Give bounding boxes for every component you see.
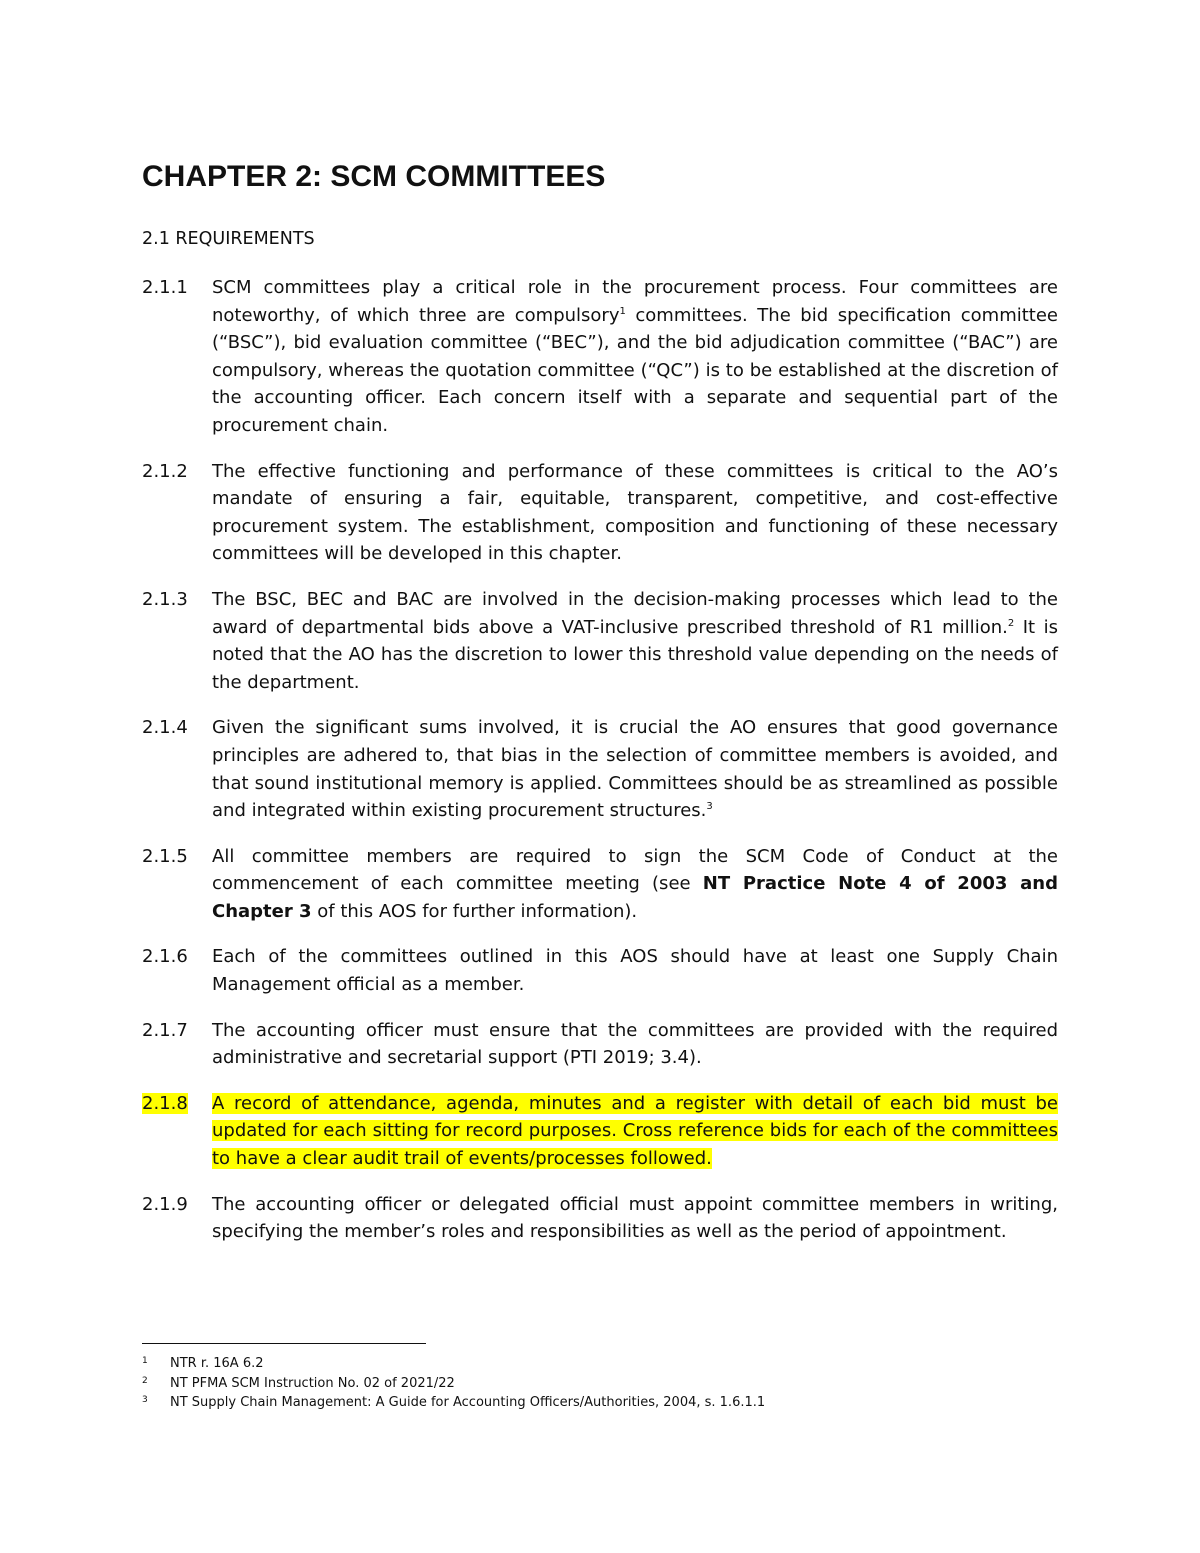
paragraph-text: The accounting officer or delegated official must appoint committee members in writing, specifying the member’s roles and responsibilities as well as the period of appointment. bbox=[212, 1193, 1058, 1243]
paragraph-number: 2.1.3 bbox=[142, 588, 188, 610]
paragraph-text: Each of the committees outlined in this AOS should have at least one Supply Chain Management official as a member. bbox=[212, 946, 1058, 996]
paragraph-number: 2.1.9 bbox=[142, 1193, 188, 1215]
section-heading: 2.1 REQUIREMENTS bbox=[142, 229, 315, 249]
footnote-text: NTR r. 16A 6.2 bbox=[170, 1356, 264, 1371]
paragraph-text: Given the significant sums involved, it is crucial the AO ensures that good governance principles are adhered to, that bias in the selection of committee members is avoided, and that sound institutional memory is applied. Committees should be as streamlined as possible and integrated within existing procurement structures.$^3$ bbox=[212, 717, 1058, 822]
paragraph-2-1-7 bbox=[142, 1017, 1058, 1072]
footnote-number: 1 bbox=[142, 1356, 148, 1366]
footnote-ref[interactable]: 3 bbox=[706, 801, 713, 813]
footnote-text: NT PFMA SCM Instruction No. 02 of 2021/22 bbox=[170, 1375, 455, 1391]
paragraph-2-1-3 bbox=[142, 586, 1058, 696]
paragraph-2-1-6 bbox=[142, 943, 1058, 998]
paragraph-number: 2.1.2 bbox=[142, 460, 188, 482]
requirements-list bbox=[142, 274, 1058, 1264]
footnote-ref[interactable]: 2 bbox=[1007, 617, 1015, 629]
footnote-divider bbox=[142, 1343, 426, 1344]
paragraph-number: 2.1.8 bbox=[142, 1092, 188, 1114]
paragraph-2-1-1 bbox=[142, 274, 1058, 440]
paragraph-number: 2.1.7 bbox=[142, 1019, 188, 1041]
footnote-ref[interactable]: 1 bbox=[619, 305, 626, 317]
paragraph-2-1-2 bbox=[142, 458, 1058, 568]
paragraph-2-1-8-highlighted bbox=[142, 1090, 1058, 1173]
paragraph-2-1-9 bbox=[142, 1191, 1058, 1246]
paragraph-number: 2.1.6 bbox=[142, 946, 188, 968]
footnotes bbox=[142, 1354, 1042, 1413]
footnote-number: 3 bbox=[142, 1395, 148, 1405]
footnote bbox=[142, 1374, 1042, 1394]
chapter-title: CHAPTER 2: SCM COMMITTEES bbox=[142, 160, 606, 193]
paragraph-text: The BSC, BEC and BAC are involved in the decision-making processes which lead to the award of departmental bids above a VAT-inclusive prescribed threshold of R1 million.$^2$ It is noted that the AO has the discretion to lower this threshold value depending on the needs of the department. bbox=[212, 588, 1058, 693]
footnote-number: 2 bbox=[142, 1375, 148, 1386]
footnote bbox=[142, 1354, 1042, 1374]
paragraph-text: SCM committees play a critical role in the procurement process. Four committees are noteworthy, of which three are compulsory$^1$ committees. The bid specification committee (“BSC”), bid evaluation committee (“BEC”), and the bid adjudication committee (“BAC”) are compulsory, whereas the quotation committee (“QC”) is to be established at the discretion of the accounting officer. Each concern itself with a separate and sequential part of the procurement chain. bbox=[212, 277, 1059, 436]
paragraph-number: 2.1.4 bbox=[142, 717, 188, 739]
paragraph-2-1-5 bbox=[142, 843, 1058, 926]
paragraph-number: 2.1.5 bbox=[142, 845, 188, 867]
paragraph-2-1-4 bbox=[142, 714, 1058, 824]
paragraph-number: 2.1.1 bbox=[142, 277, 188, 298]
paragraph-text: The accounting officer must ensure that the committees are provided with the required administrative and secretarial support (PTI 2019; 3.4). bbox=[212, 1019, 1058, 1069]
paragraph-text: All committee members are required to sign the SCM Code of Conduct at the commencement of each committee meeting (see NT Practice Note 4 of 2003 and Chapter 3 of this AOS for further information). bbox=[212, 845, 1058, 922]
paragraph-text: A record of attendance, agenda, minutes and a register with detail of each bid must be updated for each sitting for record purposes. Cross reference bids for each of the committees to have a clear audit trail of events/processes followed. bbox=[212, 1092, 1058, 1170]
paragraph-text: The effective functioning and performance of these committees is critical to the AO’s mandate of ensuring a fair, equitable, transparent, competitive, and cost-effective procurement system. The establishment, composition and functioning of these necessary committees will be developed in this chapter. bbox=[212, 460, 1058, 565]
footnote-text: NT Supply Chain Management: A Guide for Accounting Officers/Authorities, 2004, s. 1.6.1.1 bbox=[170, 1395, 766, 1410]
footnote bbox=[142, 1393, 1042, 1413]
bold-reference: NT Practice Note 4 of 2003 and Chapter 3 bbox=[212, 873, 1058, 922]
